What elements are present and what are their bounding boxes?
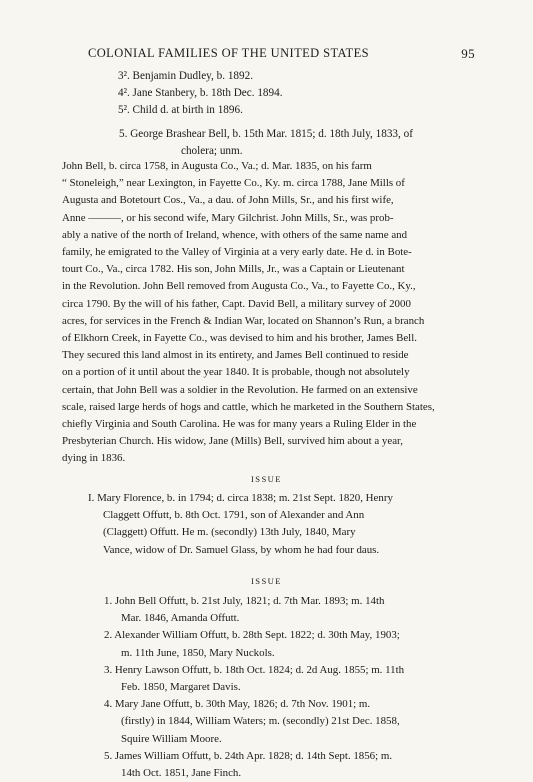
entry-line: Mar. 1846, Amanda Offutt.: [121, 612, 240, 625]
entry-line: 4. Mary Jane Offutt, b. 30th May, 1826; d. 7th Nov. 1901; m.: [104, 698, 371, 711]
entry-line: Feb. 1850, Margaret Davis.: [121, 681, 241, 694]
issue-label: ISSUE: [251, 576, 282, 586]
entry-line: 3. Henry Lawson Offutt, b. 18th Oct. 1824; d. 2d Aug. 1855; m. 11th: [104, 663, 405, 676]
list-item: 3². Benjamin Dudley, b. 1892.: [118, 70, 253, 82]
paragraph-line: Anne ———, or his second wife, Mary Gilchrist. John Mills, Sr., was prob-: [62, 211, 394, 224]
entry-line: Vance, widow of Dr. Samuel Glass, by whom he had four daus.: [103, 543, 380, 556]
running-title: COLONIAL FAMILIES OF THE UNITED STATES: [88, 46, 369, 60]
list-item: [104, 748, 482, 782]
entry-line: 2. Alexander William Offutt, b. 28th Sept. 1822; d. 30th May, 1903;: [104, 629, 400, 642]
paragraph-line: Presbyterian Church. His widow, Jane (Mills) Bell, survived him about a year,: [62, 435, 403, 448]
entry-line: 5. James William Offutt, b. 24th Apr. 1828; d. 14th Sept. 1856; m.: [104, 749, 393, 762]
entry-line: cholera; unm.: [181, 145, 243, 157]
entry-line: m. 11th June, 1850, Mary Nuckols.: [121, 646, 275, 659]
entry-line: I. Mary Florence, b. in 1794; d. circa 1838; m. 21st Sept. 1820, Henry: [88, 492, 393, 504]
list-item: [104, 627, 482, 661]
mary-florence-entry: [88, 490, 482, 559]
top-list: [118, 68, 283, 119]
paragraph-line: on a portion of it until about the year 1840. It is probable, though not absolutely: [62, 366, 410, 379]
entry-line: Squire William Moore.: [121, 732, 222, 745]
paragraph-line: They secured this land almost in its entirety, and James Bell continued to reside: [62, 349, 409, 362]
list-item: [104, 696, 482, 748]
list-item: [104, 593, 482, 627]
list-item: [104, 662, 482, 696]
paragraph-line: of Elkhorn Creek, in Fayette Co., was devised to him and his brother, James Bell.: [62, 332, 417, 345]
page-number: 95: [461, 46, 475, 61]
entry-line: 14th Oct. 1851, Jane Finch.: [121, 767, 242, 780]
paragraph-line: ably a native of the north of Ireland, whence, with others of the same name and: [62, 228, 408, 241]
issue-label: ISSUE: [251, 474, 282, 484]
paragraph-line: Augusta and Botetourt Cos., Va., a dau. of John Mills, Sr., and his first wife,: [62, 194, 394, 207]
paragraph-line: family, he emigrated to the Valley of Virginia at a very early date. He d. in Bote-: [62, 246, 412, 259]
entry-line: Claggett Offutt, b. 8th Oct. 1791, son of Alexander and Ann: [103, 509, 365, 522]
item-5-george: [119, 126, 479, 160]
entry-line: (Claggett) Offutt. He m. (secondly) 13th July, 1840, Mary: [103, 526, 356, 539]
entry-line: 5. George Brashear Bell, b. 15th Mar. 1815; d. 18th July, 1833, of: [119, 128, 413, 140]
paragraph-line: in the Revolution. John Bell removed from Augusta Co., Va., to Fayette Co., Ky.,: [62, 280, 416, 293]
paragraph-line: certain, that John Bell was a soldier in the Revolution. He farmed on an extensive: [62, 383, 418, 396]
list-item: 4². Jane Stanbery, b. 18th Dec. 1894.: [118, 87, 283, 99]
paragraph-line: scale, raised large herds of hogs and cattle, which he marketed in the Southern States,: [62, 400, 435, 413]
paragraph-line: circa 1790. By the will of his father, Capt. David Bell, a military survey of 2000: [62, 297, 411, 310]
entry-line: (firstly) in 1844, William Waters; m. (secondly) 21st Dec. 1858,: [121, 715, 400, 728]
running-header: [88, 46, 475, 62]
paragraph-line: dying in 1836.: [62, 452, 126, 465]
children-list: [104, 593, 482, 782]
list-item: 5². Child d. at birth in 1896.: [118, 104, 243, 116]
paragraph-line: chiefly Virginia and South Carolina. He was for many years a Ruling Elder in the: [62, 418, 417, 431]
paragraph-line: “ Stoneleigh,” near Lexington, in Fayette Co., Ky. m. circa 1788, Jane Mills of: [62, 177, 405, 190]
paragraph-line: acres, for services in the French & Indian War, located on Shannon’s Run, a branch: [62, 314, 425, 327]
john-bell-paragraph: [62, 158, 482, 468]
entry-line: 1. John Bell Offutt, b. 21st July, 1821; d. 7th Mar. 1893; m. 14th: [104, 595, 385, 607]
paragraph-line: tourt Co., Va., circa 1782. His son, John Mills, Jr., was a Captain or Lieutenant: [62, 263, 405, 276]
paragraph-line: John Bell, b. circa 1758, in Augusta Co., Va.; d. Mar. 1835, on his farm: [62, 160, 372, 172]
